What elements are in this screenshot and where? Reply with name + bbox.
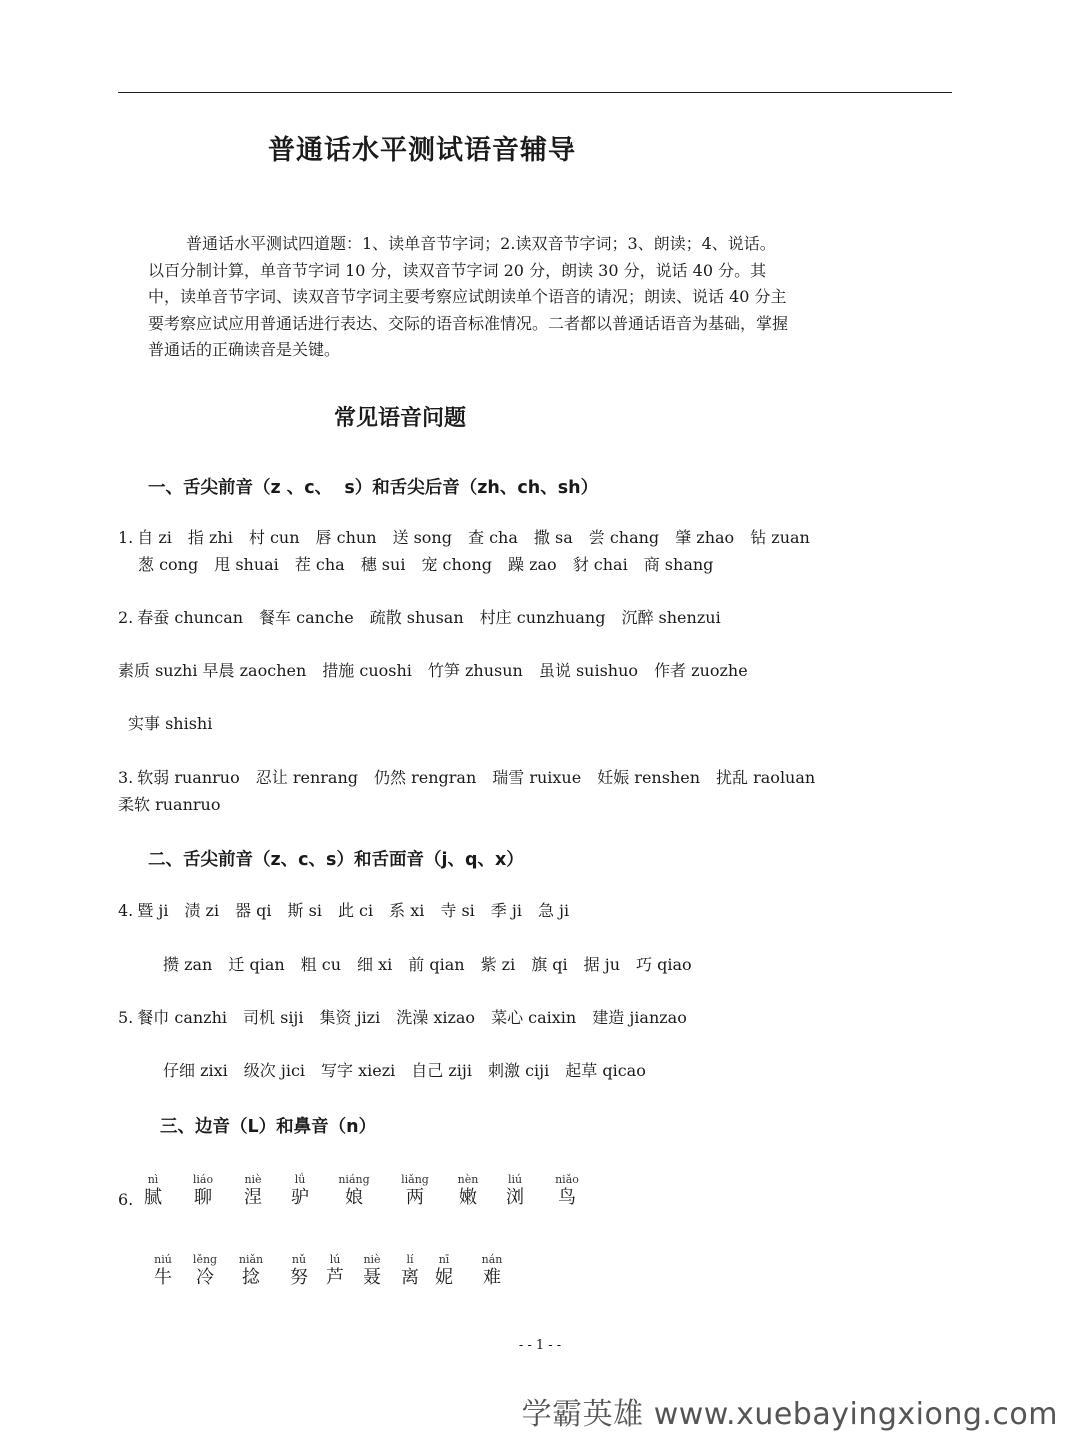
annotated-character bbox=[352, 1254, 392, 1288]
word-entry: 暨 ji bbox=[137, 901, 169, 920]
pinyin-annotation: nǔ bbox=[291, 1253, 307, 1266]
word-entry: 作者 zuozhe bbox=[654, 661, 748, 680]
annotated-character bbox=[183, 1174, 223, 1208]
word-entry: 葱 cong bbox=[138, 555, 199, 574]
word-entry: 粗 cu bbox=[300, 955, 342, 974]
hanzi-character: 浏 bbox=[506, 1187, 524, 1208]
word-entry: 建造 jianzao bbox=[592, 1008, 687, 1027]
hanzi-character: 妮 bbox=[435, 1267, 453, 1288]
word-entry: 钻 zuan bbox=[750, 528, 810, 547]
item-2-row-3 bbox=[128, 714, 212, 734]
word-entry: 措施 cuoshi bbox=[322, 661, 412, 680]
pinyin-annotation: liáo bbox=[192, 1173, 214, 1186]
pinyin-annotation: nì bbox=[147, 1173, 159, 1186]
item-4-row-2 bbox=[163, 955, 692, 975]
item-number: 4. bbox=[118, 901, 134, 920]
word-entry: 瑞雪 ruixue bbox=[492, 768, 582, 787]
site-watermark: 学霸英雄 www.xuebayingxiong.com bbox=[521, 1397, 1058, 1432]
hanzi-character: 腻 bbox=[144, 1187, 162, 1208]
hanzi-character: 捻 bbox=[242, 1267, 260, 1288]
item-number: 1. bbox=[118, 528, 134, 547]
section-1-heading: 一、舌尖前音（z 、c、 s）和舌尖后音（zh、ch、sh） bbox=[148, 478, 599, 498]
hanzi-character: 冷 bbox=[196, 1267, 214, 1288]
word-entry: 肇 zhao bbox=[675, 528, 735, 547]
annotated-character bbox=[279, 1254, 319, 1288]
word-entry: 躁 zao bbox=[508, 555, 557, 574]
item-1-row-2 bbox=[138, 555, 713, 575]
word-entry: 素质 suzhi 早晨 zaochen bbox=[118, 661, 307, 680]
word-entry: 妊娠 renshen bbox=[597, 768, 701, 787]
pinyin-annotation: liú bbox=[507, 1173, 523, 1186]
word-entry: 茬 cha bbox=[294, 555, 345, 574]
annotated-character bbox=[185, 1254, 225, 1288]
word-entry: 沉醉 shenzui bbox=[621, 608, 721, 627]
pinyin-annotation: nī bbox=[438, 1253, 450, 1266]
intro-text: 普通话水平测试四道题：1、读单音节字词；2.读双音节字词；3、朗读；4、说话。以百分制计算，单音节字词 10 分，读双音节字词 20 分，朗读 30 分，说话 40 分。其中，读单音节字词、读双音节字词主要考察应试朗读单个语音的请况；朗读、说话 40 分主要考察应试应用普通话进行表达、交际的语音标准情况。二者都以普通话语音为基础，掌握普通话的正确读音是关键。 bbox=[148, 234, 789, 359]
word-entry: 据 ju bbox=[583, 955, 621, 974]
item-1-row-1 bbox=[118, 528, 810, 548]
hanzi-character: 难 bbox=[483, 1267, 501, 1288]
item-number: 5. bbox=[118, 1008, 134, 1027]
page-number: - - 1 - - bbox=[518, 1338, 562, 1353]
word-entry: 前 qian bbox=[408, 955, 465, 974]
word-entry: 器 qi bbox=[235, 901, 272, 920]
hanzi-character: 离 bbox=[401, 1267, 419, 1288]
pinyin-annotation: lěng bbox=[192, 1253, 218, 1266]
word-entry: 餐车 canche bbox=[259, 608, 354, 627]
page-title: 普通话水平测试语音辅导 bbox=[268, 135, 576, 166]
word-entry: 自己 ziji bbox=[411, 1061, 472, 1080]
word-entry: 紫 zi bbox=[480, 955, 516, 974]
word-entry: 洗澡 xizao bbox=[396, 1008, 476, 1027]
word-entry: 巧 qiao bbox=[636, 955, 692, 974]
word-entry: 村庄 cunzhuang bbox=[479, 608, 606, 627]
word-entry: 季 ji bbox=[490, 901, 522, 920]
pinyin-annotation: niǎo bbox=[555, 1173, 579, 1186]
item-6-row-2 bbox=[118, 1254, 618, 1294]
hanzi-character: 两 bbox=[406, 1187, 424, 1208]
word-entry: 细 xi bbox=[357, 955, 393, 974]
word-entry: 写字 xiezi bbox=[321, 1061, 396, 1080]
word-entry: 宠 chong bbox=[421, 555, 492, 574]
item-5-row-2 bbox=[163, 1061, 646, 1081]
section-heading: 常见语音问题 bbox=[334, 406, 467, 431]
word-entry: 撒 sa bbox=[533, 528, 573, 547]
word-entry: 竹笋 zhusun bbox=[427, 661, 523, 680]
item-3-row-2 bbox=[118, 795, 220, 815]
hanzi-character: 芦 bbox=[326, 1267, 344, 1288]
word-entry: 指 zhi bbox=[187, 528, 233, 547]
hanzi-character: 驴 bbox=[291, 1187, 309, 1208]
word-entry: 查 cha bbox=[467, 528, 518, 547]
item-number: 3. bbox=[118, 768, 134, 787]
annotated-character bbox=[448, 1174, 488, 1208]
word-entry: 寺 si bbox=[440, 901, 475, 920]
word-entry: 起草 qicao bbox=[565, 1061, 646, 1080]
pinyin-annotation: lǘ bbox=[294, 1173, 306, 1186]
header-rule bbox=[118, 92, 952, 93]
pinyin-annotation: nèn bbox=[457, 1173, 479, 1186]
pinyin-annotation: nán bbox=[481, 1253, 503, 1266]
word-entry: 春蚕 chuncan bbox=[137, 608, 244, 627]
word-entry: 甩 shuai bbox=[214, 555, 279, 574]
pinyin-annotation: niǎn bbox=[238, 1253, 264, 1266]
annotated-character bbox=[231, 1254, 271, 1288]
word-entry: 疏散 shusan bbox=[369, 608, 464, 627]
section-2-heading: 二、舌尖前音（z、c、s）和舌面音（j、q、x） bbox=[148, 850, 524, 870]
hanzi-character: 嫩 bbox=[459, 1187, 477, 1208]
annotated-character bbox=[334, 1174, 374, 1208]
annotated-character bbox=[133, 1174, 173, 1208]
hanzi-character: 涅 bbox=[244, 1187, 262, 1208]
pinyin-annotation: lú bbox=[329, 1253, 341, 1266]
word-entry: 忍让 renrang bbox=[255, 768, 358, 787]
pinyin-annotation: niú bbox=[154, 1253, 172, 1266]
pinyin-annotation: niè bbox=[363, 1253, 381, 1266]
word-entry: 菜心 caixin bbox=[491, 1008, 577, 1027]
hanzi-character: 努 bbox=[290, 1267, 308, 1288]
word-entry: 商 shang bbox=[643, 555, 714, 574]
pinyin-annotation: lí bbox=[406, 1253, 414, 1266]
word-entry: 唇 chun bbox=[315, 528, 377, 547]
item-6-row-1 bbox=[118, 1174, 618, 1214]
hanzi-character: 鸟 bbox=[558, 1187, 576, 1208]
item-3-row-1 bbox=[118, 768, 815, 788]
word-entry: 斯 si bbox=[287, 901, 322, 920]
pinyin-annotation: niáng bbox=[338, 1173, 370, 1186]
word-entry: 虽说 suishuo bbox=[538, 661, 639, 680]
word-entry: 攒 zan bbox=[163, 955, 213, 974]
annotated-character bbox=[547, 1174, 587, 1208]
annotated-character bbox=[495, 1174, 535, 1208]
word-entry: 迁 qian bbox=[228, 955, 285, 974]
annotated-character bbox=[395, 1174, 435, 1208]
pinyin-annotation: niè bbox=[244, 1173, 262, 1186]
word-entry: 自 zi bbox=[137, 528, 172, 547]
hanzi-character: 聊 bbox=[194, 1187, 212, 1208]
item-5-row-1 bbox=[118, 1008, 687, 1028]
annotated-character bbox=[233, 1174, 273, 1208]
word-entry: 仔细 zixi bbox=[163, 1061, 228, 1080]
hanzi-character: 娘 bbox=[345, 1187, 363, 1208]
word-entry: 村 cun bbox=[248, 528, 300, 547]
item-2-row-2 bbox=[118, 661, 748, 681]
word-entry: 系 xi bbox=[389, 901, 425, 920]
word-entry: 司机 siji bbox=[243, 1008, 304, 1027]
word-entry: 尝 chang bbox=[588, 528, 660, 547]
item-2-row-1 bbox=[118, 608, 721, 628]
word-entry: 送 song bbox=[392, 528, 452, 547]
pinyin-annotation: liǎng bbox=[401, 1173, 429, 1186]
word-entry: 软弱 ruanruo bbox=[137, 768, 240, 787]
word-entry: 此 ci bbox=[337, 901, 374, 920]
word-entry: 集资 jizi bbox=[319, 1008, 381, 1027]
word-entry: 实事 shishi bbox=[128, 714, 213, 733]
annotated-character bbox=[424, 1254, 464, 1288]
word-entry: 柔软 ruanruo bbox=[118, 795, 221, 814]
hanzi-character: 聂 bbox=[363, 1267, 381, 1288]
word-entry: 扰乱 raoluan bbox=[716, 768, 816, 787]
item-number: 2. bbox=[118, 608, 134, 627]
annotated-character bbox=[315, 1254, 355, 1288]
annotated-character bbox=[280, 1174, 320, 1208]
word-entry: 餐巾 canzhi bbox=[137, 1008, 228, 1027]
section-3-heading: 三、边音（L）和鼻音（n） bbox=[160, 1117, 377, 1137]
word-entry: 刺激 ciji bbox=[488, 1061, 550, 1080]
annotated-character bbox=[472, 1254, 512, 1288]
word-entry: 渍 zi bbox=[184, 901, 220, 920]
word-entry: 穗 sui bbox=[360, 555, 406, 574]
hanzi-character: 牛 bbox=[154, 1267, 172, 1288]
intro-paragraph bbox=[148, 231, 788, 364]
word-entry: 旗 qi bbox=[531, 955, 568, 974]
annotated-character bbox=[143, 1254, 183, 1288]
word-entry: 豺 chai bbox=[572, 555, 628, 574]
word-entry: 急 ji bbox=[537, 901, 570, 920]
item-number: 6. bbox=[118, 1190, 134, 1209]
item-4-row-1 bbox=[118, 901, 569, 921]
word-entry: 级次 jici bbox=[243, 1061, 306, 1080]
word-entry: 仍然 rengran bbox=[374, 768, 477, 787]
